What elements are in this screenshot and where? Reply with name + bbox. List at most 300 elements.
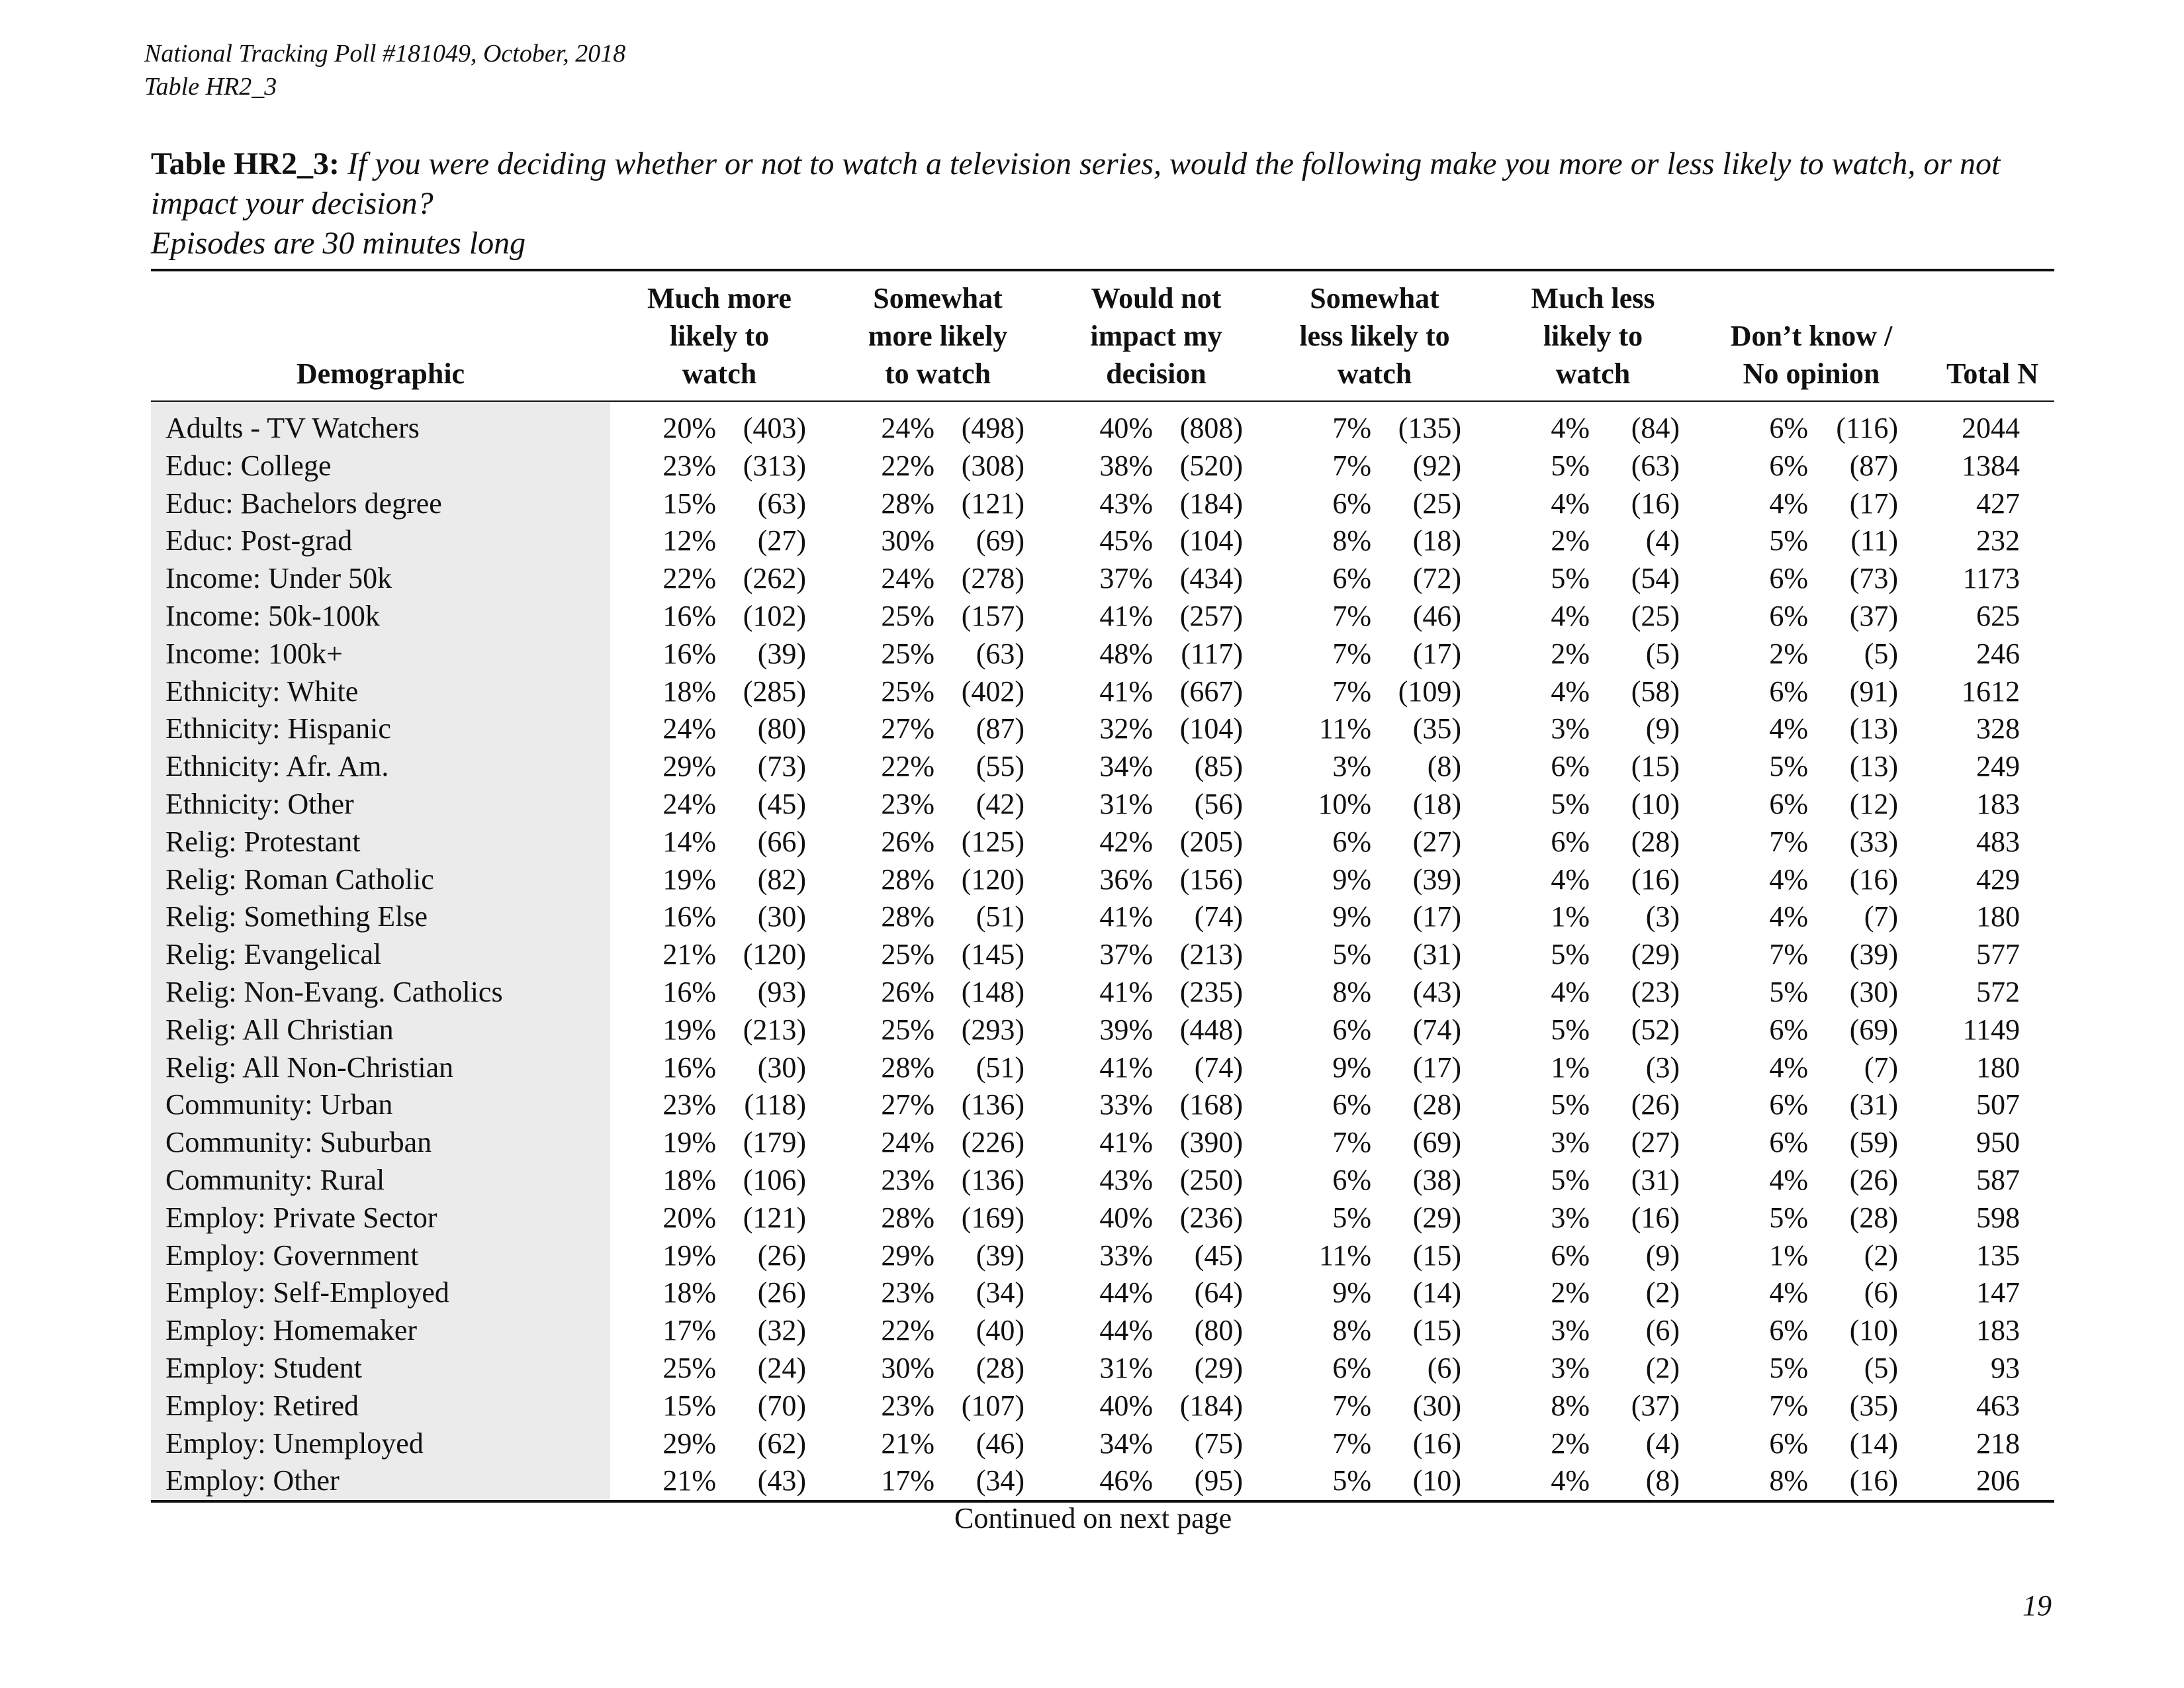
total-n-cell: 950 xyxy=(1976,1126,2020,1159)
percent-cell: 7% xyxy=(1332,599,1371,632)
percent-cell: 29% xyxy=(662,750,716,783)
percent-cell: 7% xyxy=(1332,1427,1371,1460)
count-cell: (3) xyxy=(1645,1051,1680,1084)
header-row xyxy=(151,270,2054,401)
total-n-cell: 429 xyxy=(1976,863,2020,896)
count-cell: (25) xyxy=(1412,487,1461,520)
count-cell: (29) xyxy=(1194,1351,1243,1384)
percent-cell: 25% xyxy=(881,675,934,708)
count-cell: (35) xyxy=(1849,1389,1898,1422)
column-header xyxy=(610,270,829,401)
column-header-line: watch xyxy=(682,357,757,390)
column-header xyxy=(1265,270,1484,401)
total-n-cell: 218 xyxy=(1976,1427,2020,1460)
total-n-cell: 1149 xyxy=(1962,1013,2020,1046)
column-header-line: decision xyxy=(1106,357,1206,390)
percent-cell: 5% xyxy=(1769,524,1808,557)
demographic-label: Ethnicity: Hispanic xyxy=(151,710,610,748)
count-cell: (8) xyxy=(1427,750,1461,783)
percent-cell: 5% xyxy=(1551,938,1590,971)
count-cell: (109) xyxy=(1398,675,1461,708)
count-cell: (106) xyxy=(743,1163,806,1196)
count-cell: (15) xyxy=(1412,1239,1461,1272)
count-cell: (15) xyxy=(1412,1314,1461,1347)
count-cell: (51) xyxy=(976,900,1024,933)
percent-cell: 22% xyxy=(881,1314,934,1347)
count-cell: (120) xyxy=(743,938,806,971)
count-cell: (72) xyxy=(1412,562,1461,595)
count-cell: (808) xyxy=(1179,412,1243,444)
percent-cell: 6% xyxy=(1769,1088,1808,1121)
column-header-line: Much less xyxy=(1531,282,1655,314)
column-header-line: less likely to xyxy=(1299,320,1450,352)
percent-cell: 39% xyxy=(1099,1013,1153,1046)
count-cell: (93) xyxy=(757,975,806,1008)
demographic-label: Educ: Post-grad xyxy=(151,522,610,560)
percent-cell: 4% xyxy=(1769,1051,1808,1084)
percent-cell: 29% xyxy=(662,1427,716,1460)
count-cell: (31) xyxy=(1849,1088,1898,1121)
percent-cell: 28% xyxy=(881,900,934,933)
table-row xyxy=(151,485,2054,523)
percent-cell: 25% xyxy=(881,938,934,971)
count-cell: (157) xyxy=(961,599,1024,632)
count-cell: (26) xyxy=(757,1239,806,1272)
percent-cell: 19% xyxy=(662,863,716,896)
percent-cell: 5% xyxy=(1332,938,1371,971)
count-cell: (148) xyxy=(961,975,1024,1008)
count-cell: (37) xyxy=(1631,1389,1680,1422)
percent-cell: 18% xyxy=(662,675,716,708)
count-cell: (35) xyxy=(1412,712,1461,745)
count-cell: (69) xyxy=(1412,1126,1461,1159)
count-cell: (120) xyxy=(961,863,1024,896)
percent-cell: 16% xyxy=(662,599,716,632)
percent-cell: 2% xyxy=(1551,1427,1590,1460)
percent-cell: 5% xyxy=(1551,1088,1590,1121)
percent-cell: 3% xyxy=(1551,1126,1590,1159)
percent-cell: 8% xyxy=(1332,1314,1371,1347)
percent-cell: 25% xyxy=(881,599,934,632)
percent-cell: 2% xyxy=(1769,637,1808,670)
count-cell: (390) xyxy=(1179,1126,1243,1159)
count-cell: (28) xyxy=(1631,825,1680,858)
count-cell: (2) xyxy=(1864,1239,1898,1272)
percent-cell: 1% xyxy=(1551,900,1590,933)
percent-cell: 48% xyxy=(1099,637,1153,670)
count-cell: (3) xyxy=(1645,900,1680,933)
percent-cell: 4% xyxy=(1769,1163,1808,1196)
percent-cell: 1% xyxy=(1551,1051,1590,1084)
column-header-line: Would not xyxy=(1091,282,1222,314)
total-n-cell: 577 xyxy=(1976,938,2020,971)
total-n-cell: 180 xyxy=(1976,900,2020,933)
count-cell: (42) xyxy=(976,787,1024,820)
percent-cell: 5% xyxy=(1769,975,1808,1008)
count-cell: (59) xyxy=(1849,1126,1898,1159)
percent-cell: 6% xyxy=(1332,1013,1371,1046)
table-row xyxy=(151,1237,2054,1275)
demographic-label: Employ: Self-Employed xyxy=(151,1274,610,1312)
percent-cell: 4% xyxy=(1551,412,1590,444)
table-row xyxy=(151,898,2054,936)
demographic-label: Relig: All Christian xyxy=(151,1011,610,1049)
percent-cell: 4% xyxy=(1551,1464,1590,1497)
table-caption xyxy=(151,144,2057,263)
percent-cell: 24% xyxy=(662,787,716,820)
count-cell: (58) xyxy=(1631,675,1680,708)
percent-cell: 6% xyxy=(1332,562,1371,595)
total-n-cell: 183 xyxy=(1976,1314,2020,1347)
count-cell: (17) xyxy=(1412,900,1461,933)
count-cell: (448) xyxy=(1179,1013,1243,1046)
percent-cell: 3% xyxy=(1551,1201,1590,1234)
count-cell: (34) xyxy=(976,1276,1024,1309)
count-cell: (80) xyxy=(757,712,806,745)
percent-cell: 1% xyxy=(1769,1239,1808,1272)
count-cell: (10) xyxy=(1412,1464,1461,1497)
percent-cell: 27% xyxy=(881,1088,934,1121)
count-cell: (262) xyxy=(743,562,806,595)
count-cell: (236) xyxy=(1179,1201,1243,1234)
count-cell: (257) xyxy=(1179,599,1243,632)
percent-cell: 6% xyxy=(1332,487,1371,520)
table-row xyxy=(151,786,2054,823)
percent-cell: 5% xyxy=(1769,750,1808,783)
count-cell: (213) xyxy=(743,1013,806,1046)
table-row xyxy=(151,1049,2054,1087)
column-header-line: impact my xyxy=(1090,320,1222,352)
percent-cell: 4% xyxy=(1769,1276,1808,1309)
table-row xyxy=(151,823,2054,861)
count-cell: (25) xyxy=(1631,599,1680,632)
demographic-label: Relig: Evangelical xyxy=(151,936,610,974)
percent-cell: 15% xyxy=(662,1389,716,1422)
demographic-label: Employ: Unemployed xyxy=(151,1425,610,1463)
count-cell: (28) xyxy=(976,1351,1024,1384)
percent-cell: 6% xyxy=(1769,1013,1808,1046)
percent-cell: 6% xyxy=(1769,787,1808,820)
demographic-label: Employ: Homemaker xyxy=(151,1312,610,1350)
demographic-label: Educ: College xyxy=(151,447,610,485)
percent-cell: 16% xyxy=(662,1051,716,1084)
percent-cell: 6% xyxy=(1769,1126,1808,1159)
percent-cell: 9% xyxy=(1332,900,1371,933)
count-cell: (23) xyxy=(1631,975,1680,1008)
percent-cell: 40% xyxy=(1099,1389,1153,1422)
count-cell: (9) xyxy=(1645,712,1680,745)
count-cell: (73) xyxy=(757,750,806,783)
demographic-label: Relig: All Non-Christian xyxy=(151,1049,610,1087)
percent-cell: 30% xyxy=(881,524,934,557)
percent-cell: 22% xyxy=(662,562,716,595)
count-cell: (226) xyxy=(961,1126,1024,1159)
table-row xyxy=(151,1162,2054,1199)
count-cell: (45) xyxy=(757,787,806,820)
demographic-label: Relig: Something Else xyxy=(151,898,610,936)
percent-cell: 8% xyxy=(1769,1464,1808,1497)
total-n-cell: 246 xyxy=(1976,637,2020,670)
percent-cell: 6% xyxy=(1769,412,1808,444)
percent-cell: 33% xyxy=(1099,1239,1153,1272)
percent-cell: 3% xyxy=(1551,1314,1590,1347)
percent-cell: 3% xyxy=(1551,712,1590,745)
count-cell: (121) xyxy=(961,487,1024,520)
count-cell: (16) xyxy=(1631,1201,1680,1234)
table-body xyxy=(151,401,2054,1501)
percent-cell: 28% xyxy=(881,487,934,520)
percent-cell: 7% xyxy=(1332,675,1371,708)
count-cell: (434) xyxy=(1179,562,1243,595)
count-cell: (6) xyxy=(1427,1351,1461,1384)
percent-cell: 21% xyxy=(662,938,716,971)
percent-cell: 6% xyxy=(1769,1314,1808,1347)
table-row xyxy=(151,748,2054,786)
count-cell: (27) xyxy=(1412,825,1461,858)
count-cell: (308) xyxy=(961,449,1024,482)
demographic-label: Relig: Protestant xyxy=(151,823,610,861)
table-row xyxy=(151,1387,2054,1425)
table-row xyxy=(151,1425,2054,1463)
percent-cell: 34% xyxy=(1099,1427,1153,1460)
percent-cell: 7% xyxy=(1332,637,1371,670)
percent-cell: 6% xyxy=(1332,1088,1371,1121)
count-cell: (26) xyxy=(1849,1163,1898,1196)
count-cell: (121) xyxy=(743,1201,806,1234)
percent-cell: 46% xyxy=(1099,1464,1153,1497)
count-cell: (6) xyxy=(1864,1276,1898,1309)
count-cell: (107) xyxy=(961,1389,1024,1422)
count-cell: (43) xyxy=(757,1464,806,1497)
total-n-cell: 2044 xyxy=(1962,412,2020,444)
count-cell: (5) xyxy=(1864,1351,1898,1384)
table-row xyxy=(151,1124,2054,1162)
percent-cell: 45% xyxy=(1099,524,1153,557)
total-n-cell: 427 xyxy=(1976,487,2020,520)
table-row xyxy=(151,560,2054,598)
percent-cell: 6% xyxy=(1769,599,1808,632)
total-n-cell: 206 xyxy=(1976,1464,2020,1497)
percent-cell: 23% xyxy=(881,1389,934,1422)
count-cell: (43) xyxy=(1412,975,1461,1008)
percent-cell: 33% xyxy=(1099,1088,1153,1121)
table-row xyxy=(151,447,2054,485)
count-cell: (16) xyxy=(1631,487,1680,520)
count-cell: (7) xyxy=(1864,1051,1898,1084)
count-cell: (104) xyxy=(1179,712,1243,745)
percent-cell: 23% xyxy=(662,449,716,482)
percent-cell: 29% xyxy=(881,1239,934,1272)
table-row xyxy=(151,861,2054,899)
count-cell: (40) xyxy=(976,1314,1024,1347)
count-cell: (13) xyxy=(1849,712,1898,745)
count-cell: (27) xyxy=(757,524,806,557)
total-n-cell: 587 xyxy=(1976,1163,2020,1196)
percent-cell: 8% xyxy=(1332,524,1371,557)
percent-cell: 24% xyxy=(662,712,716,745)
count-cell: (11) xyxy=(1850,524,1898,557)
percent-cell: 7% xyxy=(1769,938,1808,971)
total-n-cell: 328 xyxy=(1976,712,2020,745)
count-cell: (17) xyxy=(1412,1051,1461,1084)
percent-cell: 4% xyxy=(1769,712,1808,745)
count-cell: (74) xyxy=(1412,1013,1461,1046)
total-n-cell: 93 xyxy=(1991,1351,2020,1384)
count-cell: (27) xyxy=(1631,1126,1680,1159)
count-cell: (14) xyxy=(1849,1427,1898,1460)
percent-cell: 23% xyxy=(881,1163,934,1196)
percent-cell: 34% xyxy=(1099,750,1153,783)
column-header-line: Somewhat xyxy=(1310,282,1439,314)
percent-cell: 19% xyxy=(662,1013,716,1046)
total-n-cell: 180 xyxy=(1976,1051,2020,1084)
column-header xyxy=(151,270,610,401)
count-cell: (73) xyxy=(1849,562,1898,595)
table-row xyxy=(151,1086,2054,1124)
percent-cell: 5% xyxy=(1769,1201,1808,1234)
percent-cell: 5% xyxy=(1332,1464,1371,1497)
percent-cell: 5% xyxy=(1769,1351,1808,1384)
column-header-line: Somewhat xyxy=(873,282,1003,314)
count-cell: (169) xyxy=(961,1201,1024,1234)
count-cell: (37) xyxy=(1849,599,1898,632)
count-cell: (69) xyxy=(976,524,1024,557)
table-row xyxy=(151,673,2054,711)
column-header-line: likely to xyxy=(1543,320,1643,352)
percent-cell: 17% xyxy=(662,1314,716,1347)
count-cell: (293) xyxy=(961,1013,1024,1046)
percent-cell: 4% xyxy=(1551,863,1590,896)
percent-cell: 4% xyxy=(1551,975,1590,1008)
table-row xyxy=(151,635,2054,673)
count-cell: (213) xyxy=(1179,938,1243,971)
count-cell: (66) xyxy=(757,825,806,858)
total-n-cell: 1384 xyxy=(1962,449,2020,482)
table-row xyxy=(151,936,2054,974)
table-row xyxy=(151,974,2054,1011)
percent-cell: 41% xyxy=(1099,599,1153,632)
crosstab-table xyxy=(151,269,2054,1503)
percent-cell: 40% xyxy=(1099,412,1153,444)
percent-cell: 44% xyxy=(1099,1276,1153,1309)
percent-cell: 16% xyxy=(662,900,716,933)
count-cell: (10) xyxy=(1849,1314,1898,1347)
count-cell: (5) xyxy=(1864,637,1898,670)
percent-cell: 17% xyxy=(881,1464,934,1497)
percent-cell: 6% xyxy=(1769,1427,1808,1460)
count-cell: (16) xyxy=(1849,1464,1898,1497)
page-number: 19 xyxy=(2023,1589,2052,1622)
total-n-cell: 1173 xyxy=(1962,562,2020,595)
percent-cell: 26% xyxy=(881,825,934,858)
percent-cell: 32% xyxy=(1099,712,1153,745)
continued-text: Continued on next page xyxy=(954,1502,1232,1534)
percent-cell: 25% xyxy=(881,637,934,670)
column-header xyxy=(1702,270,1921,401)
count-cell: (13) xyxy=(1849,750,1898,783)
percent-cell: 7% xyxy=(1332,412,1371,444)
count-cell: (31) xyxy=(1412,938,1461,971)
percent-cell: 4% xyxy=(1551,487,1590,520)
percent-cell: 6% xyxy=(1769,675,1808,708)
demographic-label: Income: 50k-100k xyxy=(151,598,610,635)
count-cell: (56) xyxy=(1194,787,1243,820)
count-cell: (32) xyxy=(757,1314,806,1347)
count-cell: (34) xyxy=(976,1464,1024,1497)
count-cell: (87) xyxy=(976,712,1024,745)
count-cell: (63) xyxy=(1631,449,1680,482)
percent-cell: 31% xyxy=(1099,787,1153,820)
percent-cell: 4% xyxy=(1551,599,1590,632)
percent-cell: 42% xyxy=(1099,825,1153,858)
caption-label: Table HR2_3: xyxy=(151,146,340,181)
count-cell: (74) xyxy=(1194,900,1243,933)
count-cell: (17) xyxy=(1412,637,1461,670)
percent-cell: 23% xyxy=(662,1088,716,1121)
percent-cell: 43% xyxy=(1099,487,1153,520)
column-header-line: Total N xyxy=(1946,357,2038,390)
demographic-label: Relig: Roman Catholic xyxy=(151,861,610,899)
total-n-cell: 625 xyxy=(1976,599,2020,632)
count-cell: (8) xyxy=(1645,1464,1680,1497)
percent-cell: 6% xyxy=(1769,562,1808,595)
count-cell: (17) xyxy=(1849,487,1898,520)
total-n-cell: 572 xyxy=(1976,975,2020,1008)
demographic-label: Adults - TV Watchers xyxy=(151,401,610,447)
count-cell: (45) xyxy=(1194,1239,1243,1272)
demographic-label: Relig: Non-Evang. Catholics xyxy=(151,974,610,1011)
demographic-label: Ethnicity: Other xyxy=(151,786,610,823)
demographic-label: Employ: Retired xyxy=(151,1387,610,1425)
caption-question: If you were deciding whether or not to watch a television series, would the following make you more or less likely to watch, or not impact your decision? xyxy=(151,146,2001,221)
percent-cell: 21% xyxy=(662,1464,716,1497)
count-cell: (14) xyxy=(1412,1276,1461,1309)
percent-cell: 41% xyxy=(1099,900,1153,933)
count-cell: (92) xyxy=(1412,449,1461,482)
demographic-label: Employ: Student xyxy=(151,1350,610,1387)
count-cell: (4) xyxy=(1645,524,1680,557)
percent-cell: 36% xyxy=(1099,863,1153,896)
count-cell: (30) xyxy=(757,900,806,933)
count-cell: (84) xyxy=(1631,412,1680,444)
count-cell: (520) xyxy=(1179,449,1243,482)
count-cell: (135) xyxy=(1398,412,1461,444)
count-cell: (31) xyxy=(1631,1163,1680,1196)
count-cell: (102) xyxy=(743,599,806,632)
count-cell: (179) xyxy=(743,1126,806,1159)
total-n-cell: 183 xyxy=(1976,787,2020,820)
count-cell: (125) xyxy=(961,825,1024,858)
count-cell: (95) xyxy=(1194,1464,1243,1497)
count-cell: (80) xyxy=(1194,1314,1243,1347)
count-cell: (87) xyxy=(1849,449,1898,482)
count-cell: (16) xyxy=(1631,863,1680,896)
count-cell: (168) xyxy=(1179,1088,1243,1121)
demographic-label: Employ: Other xyxy=(151,1462,610,1501)
percent-cell: 21% xyxy=(881,1427,934,1460)
count-cell: (28) xyxy=(1412,1088,1461,1121)
count-cell: (54) xyxy=(1631,562,1680,595)
count-cell: (26) xyxy=(757,1276,806,1309)
table-row xyxy=(151,1274,2054,1312)
count-cell: (5) xyxy=(1645,637,1680,670)
count-cell: (29) xyxy=(1412,1201,1461,1234)
percent-cell: 6% xyxy=(1769,449,1808,482)
demographic-label: Educ: Bachelors degree xyxy=(151,485,610,523)
count-cell: (82) xyxy=(757,863,806,896)
column-header-line: to watch xyxy=(884,357,991,390)
percent-cell: 8% xyxy=(1332,975,1371,1008)
